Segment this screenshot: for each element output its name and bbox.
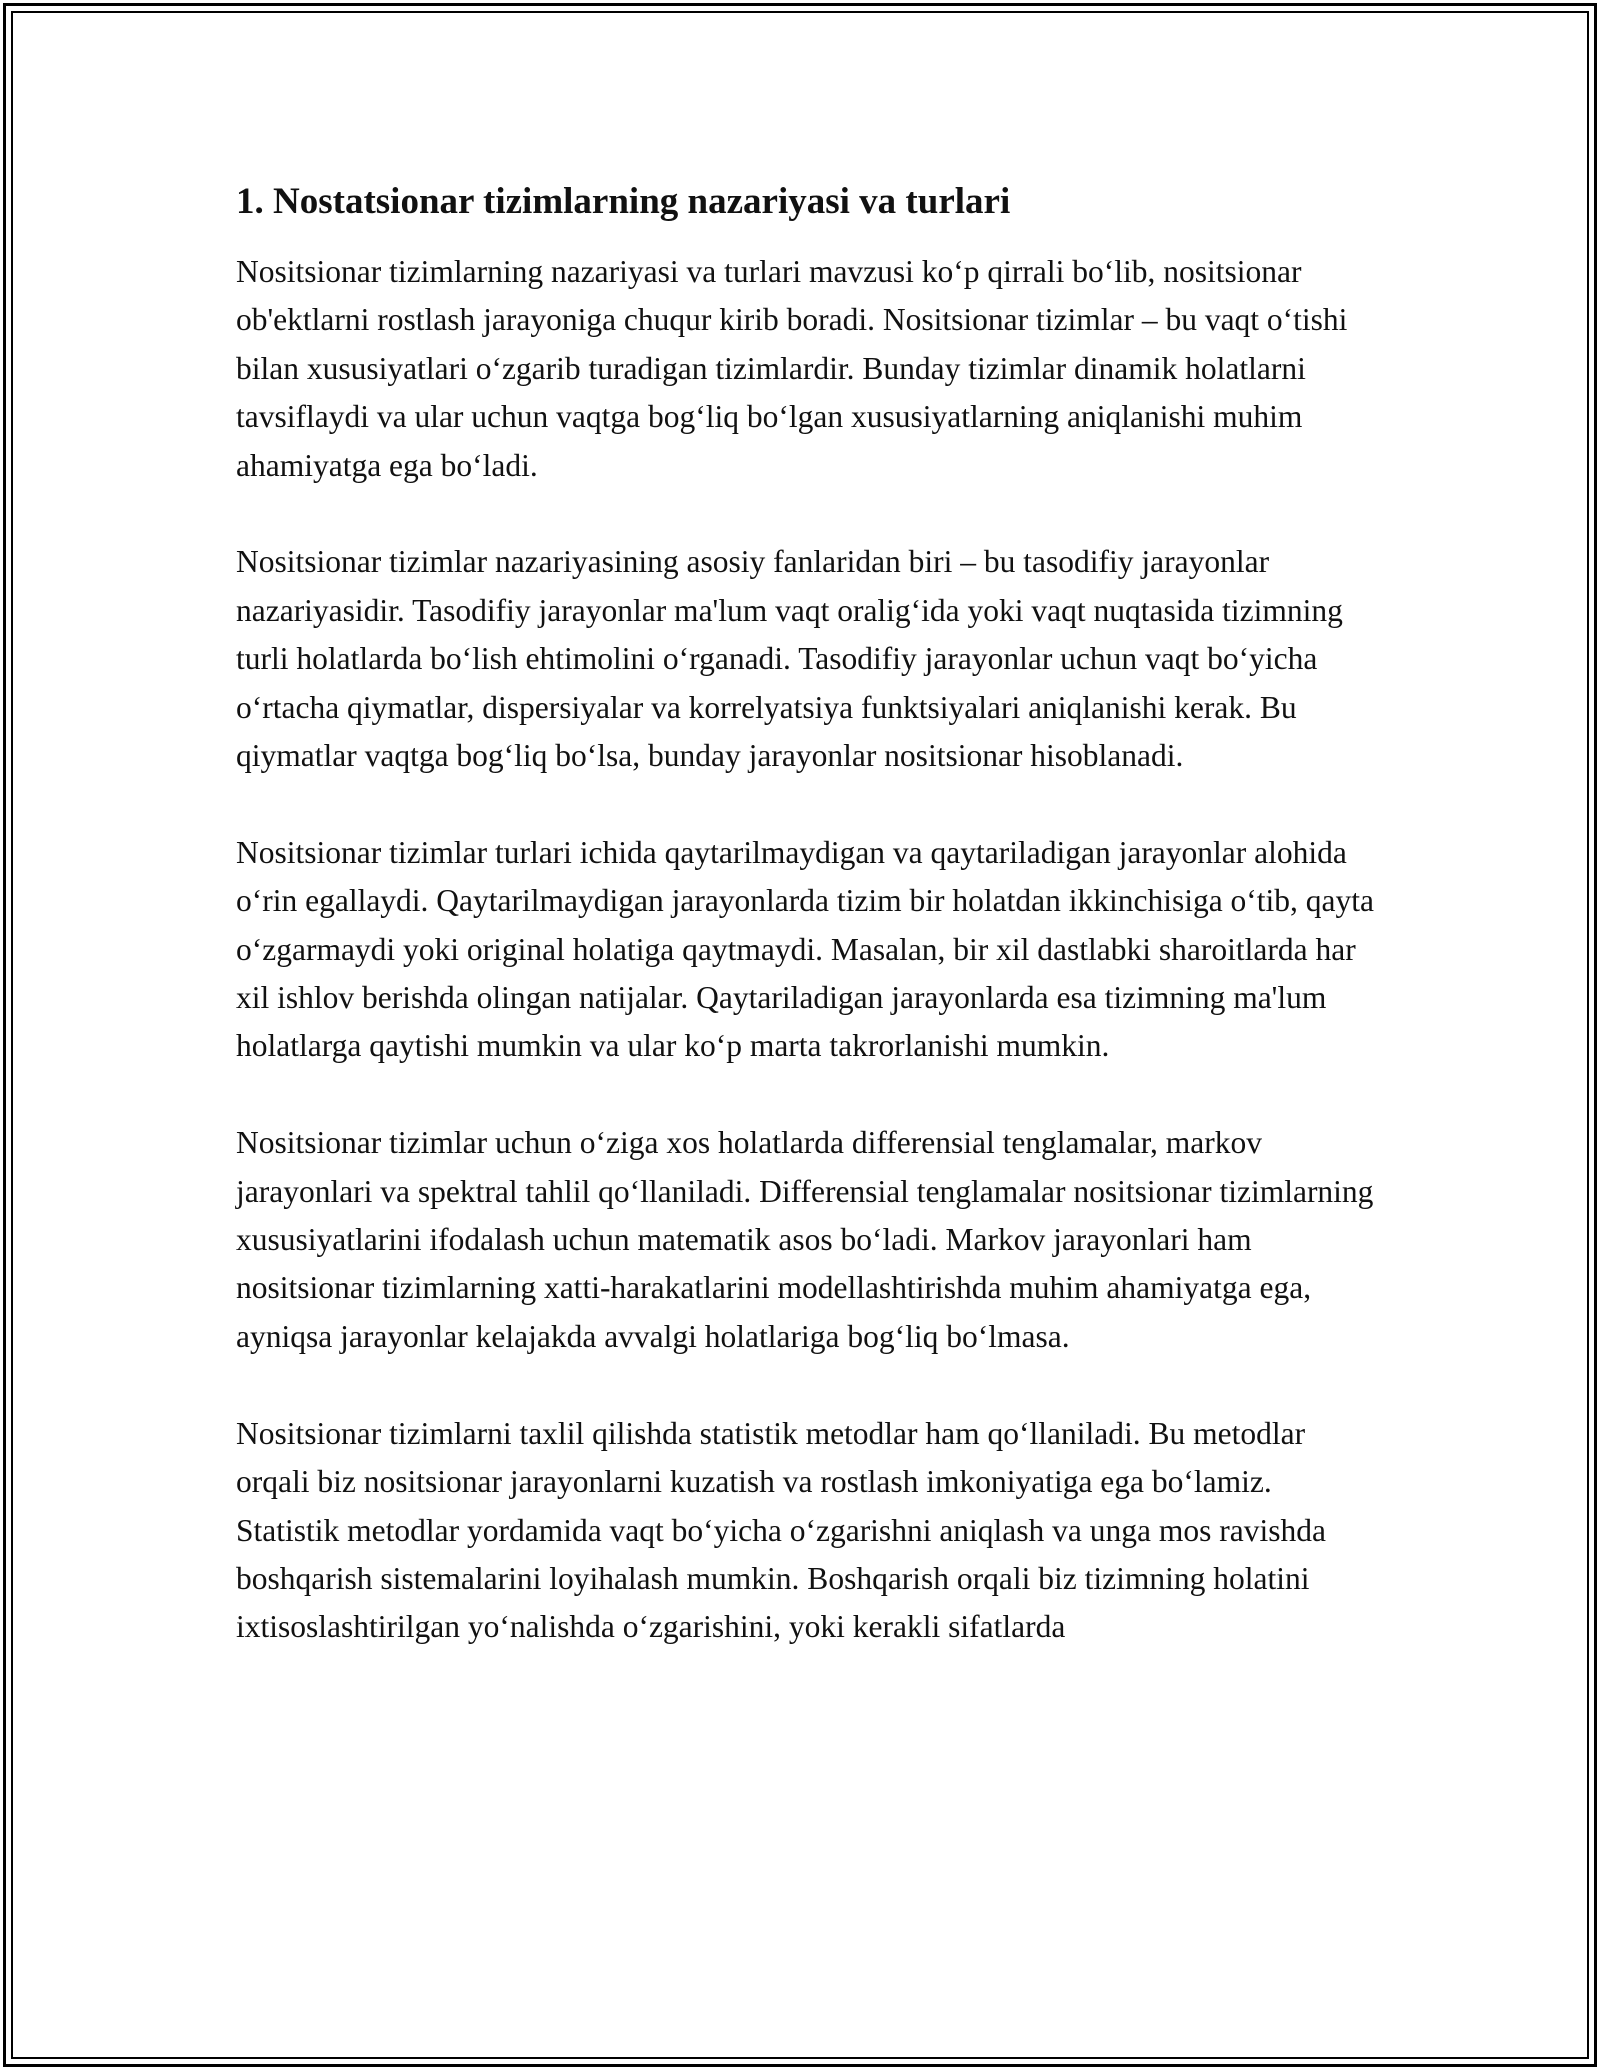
document-body — [236, 178, 1376, 1700]
paragraph-4: Nositsionar tizimlar uchun o‘ziga xos holatlarda differensial tenglamalar, markov jarayonlari va spektral tahlil qo‘llaniladi. Differensial tenglamalar nositsionar tizimlarning xususiyatlarini ifodalash uchun matematik asos bo‘ladi. Markov jarayonlari ham nositsionar tizimlarning xatti-harakatlarini modellashtirishda muhim ahamiyatga ega, ayniqsa jarayonlar kelajakda avvalgi holatlariga bog‘liq bo‘lmasa. — [236, 1125, 1374, 1354]
paragraph-1: Nositsionar tizimlarning nazariyasi va turlari mavzusi ko‘p qirrali bo‘lib, nositsionar ob'ektlarni rostlash jarayoniga chuqur kirib boradi. Nositsionar tizimlar – bu vaqt o‘tishi bilan xususiyatlari o‘zgarib turadigan tizimlardir. Bunday tizimlar dinamik holatlarni tavsiflaydi va ular uchun vaqtga bog‘liq bo‘lgan xususiyatlarning aniqlanishi muhim ahamiyatga ega bo‘ladi. — [236, 254, 1348, 483]
paragraph-5: Nositsionar tizimlarni taxlil qilishda statistik metodlar ham qo‘llaniladi. Bu metodlar orqali biz nositsionar jarayonlarni kuzatish va rostlash imkoniyatiga ega bo‘lamiz. Statistik metodlar yordamida vaqt bo‘yicha o‘zgarishni aniqlash va unga mos ravishda boshqarish sistemalarini loyihalash mumkin. Boshqarish orqali biz tizimning holatini ixtisoslashtirilgan yo‘nalishda o‘zgarishini, yoki kerakli sifatlarda — [236, 1415, 1326, 1645]
paragraph-3: Nositsionar tizimlar turlari ichida qaytarilmaydigan va qaytariladigan jarayonlar alohida o‘rin egallaydi. Qaytarilmaydigan jarayonlarda tizim bir holatdan ikkinchisiga o‘tib, qayta o‘zgarmaydi yoki original holatiga qaytmaydi. Masalan, bir xil dastlabki sharoitlarda har xil ishlov berishda olingan natijalar. Qaytariladigan jarayonlarda esa tizimning ma'lum holatlarga qaytishi mumkin va ular ko‘p marta takrorlanishi mumkin. — [236, 834, 1375, 1064]
section-heading: 1. Nostatsionar tizimlarning nazariyasi va turlari — [236, 181, 1011, 222]
paragraph-2: Nositsionar tizimlar nazariyasining asosiy fanlaridan biri – bu tasodifiy jarayonlar nazariyasidir. Tasodifiy jarayonlar ma'lum vaqt oralig‘ida yoki vaqt nuqtasida tizimning turli holatlarda bo‘lish ehtimolini o‘rganadi. Tasodifiy jarayonlar uchun vaqt bo‘yicha o‘rtacha qiymatlar, dispersiyalar va korrelyatsiya funktsiyalari aniqlanishi kerak. Bu qiymatlar vaqtga bog‘liq bo‘lsa, bunday jarayonlar nositsionar hisoblanadi. — [236, 544, 1343, 774]
